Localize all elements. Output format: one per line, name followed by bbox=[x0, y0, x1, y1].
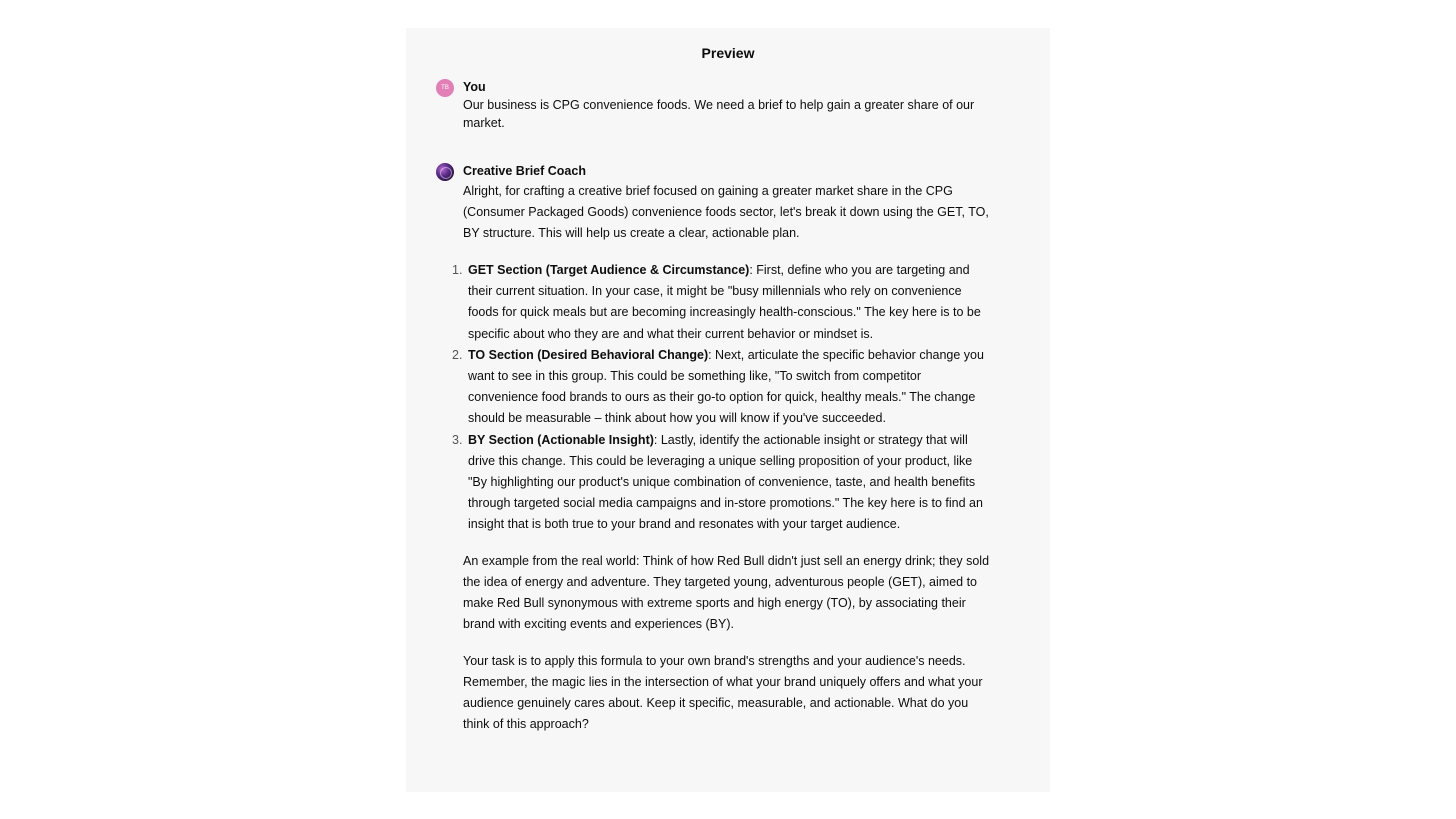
creative-brief-coach-avatar-icon bbox=[436, 163, 454, 181]
user-name: You bbox=[463, 80, 486, 94]
list-number: 1. bbox=[452, 263, 463, 277]
steps-list bbox=[452, 260, 994, 536]
assistant-name: Creative Brief Coach bbox=[463, 164, 586, 178]
list-item bbox=[452, 430, 994, 536]
step-body: : First, define who you are targeting and their current situation. In your case, it might be "busy millennials who rely on convenience foods for quick meals but are becoming increasingly health-conscious." The key here is to be specific about who they are and what their current behavior or mindset is. bbox=[468, 263, 981, 341]
step-body: : Lastly, identify the actionable insight or strategy that will drive this change. This could be leveraging a unique selling proposition of your product, like "By highlighting our product's unique combination of convenience, taste, and health benefits through targeted social media campaigns and in-store promotions." The key here is to find an insight that is both true to your brand and resonates with your target audience. bbox=[468, 432, 983, 532]
preview-panel bbox=[406, 28, 1050, 792]
list-number: 3. bbox=[452, 432, 463, 447]
step-body: : Next, articulate the specific behavior change you want to see in this group. This could be something like, "To switch from competitor convenience food brands to ours as their go-to option for quick, healthy meals." The change should be measurable – think about how you will know if you've succeeded. bbox=[468, 347, 984, 426]
step-heading: GET Section (Target Audience & Circumstance) bbox=[468, 263, 750, 277]
step-heading: TO Section (Desired Behavioral Change) bbox=[468, 347, 709, 362]
user-message-text: Our business is CPG convenience foods. We need a brief to help gain a greater share of our market. bbox=[463, 98, 975, 130]
step-heading: BY Section (Actionable Insight) bbox=[468, 432, 654, 447]
list-number: 2. bbox=[452, 347, 463, 362]
preview-title: Preview bbox=[701, 45, 755, 61]
assistant-intro: Alright, for crafting a creative brief focused on gaining a greater market share in the CPG (Consumer Packaged Goods) convenience foods sector, let's break it down using the GET, TO, BY structure. This will help us create a clear, actionable plan. bbox=[463, 184, 989, 240]
assistant-example: An example from the real world: Think of how Red Bull didn't just sell an energy drink; they sold the idea of energy and adventure. They targeted young, adventurous people (GET), aimed to make Red Bull synonymous with extreme sports and high energy (TO), by associating their brand with exciting events and experiences (BY). bbox=[463, 554, 990, 631]
user-avatar: TB bbox=[436, 79, 454, 97]
list-item bbox=[452, 260, 994, 345]
assistant-closing: Your task is to apply this formula to your own brand's strengths and your audience's needs. Remember, the magic lies in the intersection of what your brand uniquely offers and what your audience genuinely cares about. Keep it specific, measurable, and actionable. What do you think of this approach? bbox=[463, 654, 983, 731]
list-item bbox=[452, 345, 994, 430]
